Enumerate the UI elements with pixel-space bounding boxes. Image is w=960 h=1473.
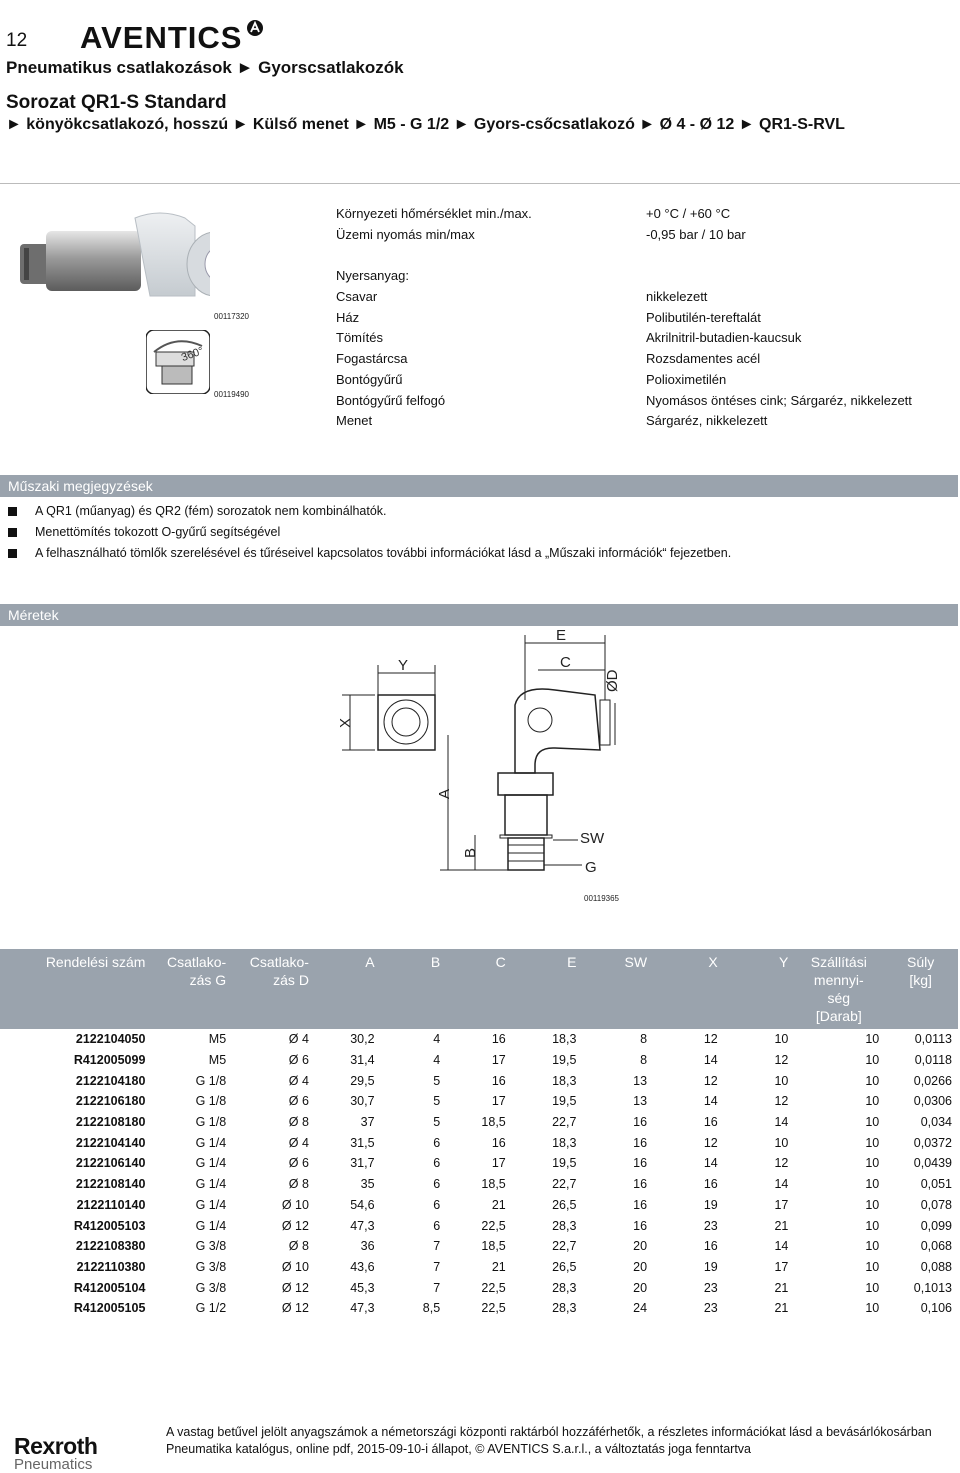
material-label: Bontógyűrű felfogó bbox=[336, 393, 446, 408]
table-cell: 37 bbox=[360, 1115, 375, 1130]
table-cell: G 1/4 bbox=[195, 1218, 227, 1233]
table-row bbox=[0, 1236, 958, 1257]
table-cell: 16 bbox=[703, 1239, 718, 1254]
drawing-code: 00119365 bbox=[584, 894, 619, 903]
table-cell: 10 bbox=[865, 1135, 880, 1150]
table-cell: 10 bbox=[774, 1032, 789, 1047]
table-cell: 0,078 bbox=[920, 1197, 952, 1212]
table-cell: 0,099 bbox=[920, 1218, 952, 1233]
order-table bbox=[0, 949, 958, 1319]
table-row bbox=[0, 1215, 958, 1236]
table-cell: Ø 12 bbox=[281, 1301, 309, 1316]
order-number-cell: 2122108380 bbox=[75, 1239, 146, 1254]
table-cell: 19,5 bbox=[552, 1053, 577, 1068]
table-row bbox=[0, 1174, 958, 1195]
table-cell: 17 bbox=[774, 1259, 789, 1274]
table-cell: 10 bbox=[865, 1053, 880, 1068]
table-cell: Ø 4 bbox=[288, 1032, 309, 1047]
table-row bbox=[0, 1091, 958, 1112]
table-cell: 28,3 bbox=[552, 1301, 577, 1316]
product-subtitle: ► könyökcsatlakozó, hosszú ► Külső menet ► M5 - G 1/2 ► Gyors-csőcsatlakozó ► Ø 4 - Ø 12 ► QR1-S-RVL bbox=[6, 116, 845, 133]
page-title: Sorozat QR1-S Standard bbox=[6, 92, 227, 113]
order-number-cell: 2122106180 bbox=[75, 1094, 146, 1109]
table-cell: 23 bbox=[703, 1218, 718, 1233]
table-cell: 0,0118 bbox=[914, 1053, 952, 1068]
table-cell: 22,5 bbox=[481, 1301, 506, 1316]
table-cell: 0,0372 bbox=[913, 1135, 952, 1150]
table-cell: 7 bbox=[433, 1259, 441, 1274]
table-row bbox=[0, 1050, 958, 1071]
dim-label-a: A bbox=[436, 788, 453, 799]
table-cell: 10 bbox=[865, 1259, 880, 1274]
table-cell: 22,7 bbox=[552, 1115, 577, 1130]
order-number-cell: 2122110140 bbox=[76, 1197, 146, 1212]
table-cell: 12 bbox=[703, 1135, 718, 1150]
table-cell: 28,3 bbox=[552, 1218, 577, 1233]
table-cell: G 1/4 bbox=[195, 1156, 227, 1171]
table-cell: 47,3 bbox=[350, 1301, 375, 1316]
table-cell: 6 bbox=[433, 1177, 441, 1192]
table-cell: 26,5 bbox=[552, 1259, 577, 1274]
material-label: Bontógyűrű bbox=[336, 372, 403, 387]
table-cell: 22,7 bbox=[552, 1177, 577, 1192]
material-label: Csavar bbox=[336, 289, 378, 304]
table-cell: 17 bbox=[491, 1094, 506, 1109]
order-number-cell: 2122106140 bbox=[75, 1156, 146, 1171]
table-cell: 18,5 bbox=[481, 1239, 506, 1254]
order-number-cell: R412005104 bbox=[73, 1280, 146, 1295]
order-number-cell: 2122110380 bbox=[76, 1259, 146, 1274]
dimension-drawing bbox=[320, 625, 640, 915]
material-value: Rozsdamentes acél bbox=[646, 351, 761, 366]
table-cell: 6 bbox=[433, 1156, 441, 1171]
notes-section-header: Műszaki megjegyzések bbox=[0, 475, 958, 497]
footer-text bbox=[166, 1424, 956, 1458]
table-cell: 0,068 bbox=[920, 1239, 952, 1254]
table-cell: 28,3 bbox=[552, 1280, 577, 1295]
list-item bbox=[8, 524, 731, 545]
table-cell: 5 bbox=[433, 1094, 441, 1109]
table-cell: 16 bbox=[633, 1218, 648, 1233]
table-cell: Ø 8 bbox=[288, 1177, 309, 1192]
table-cell: 19,5 bbox=[552, 1094, 577, 1109]
table-cell: 22,7 bbox=[552, 1239, 577, 1254]
table-cell: 12 bbox=[774, 1053, 789, 1068]
table-cell: Ø 10 bbox=[281, 1197, 309, 1212]
spec-temp-value: +0 °C / +60 °C bbox=[646, 206, 731, 221]
table-cell: 5 bbox=[433, 1115, 441, 1130]
table-cell: 14 bbox=[774, 1115, 789, 1130]
table-cell: 0,1013 bbox=[913, 1280, 952, 1295]
table-cell: Ø 6 bbox=[288, 1094, 309, 1109]
table-cell: 10 bbox=[865, 1094, 880, 1109]
table-cell: 17 bbox=[491, 1053, 506, 1068]
table-cell: 20 bbox=[633, 1259, 648, 1274]
table-cell: 4 bbox=[433, 1032, 441, 1047]
rotation-icon bbox=[146, 330, 210, 399]
rexroth-logo-main: Rexroth bbox=[14, 1433, 98, 1459]
table-cell: 0,0439 bbox=[913, 1156, 952, 1171]
table-cell: 36 bbox=[360, 1239, 375, 1254]
table-cell: 10 bbox=[865, 1239, 880, 1254]
table-cell: 29,5 bbox=[350, 1073, 375, 1088]
page-number: 12 bbox=[6, 30, 28, 51]
icon-code: 00119490 bbox=[214, 390, 249, 399]
table-cell: 8 bbox=[640, 1032, 648, 1047]
bullet-icon bbox=[8, 528, 17, 537]
table-cell: 22,5 bbox=[481, 1218, 506, 1233]
table-cell: 13 bbox=[633, 1094, 648, 1109]
material-value: nikkelezett bbox=[646, 289, 708, 304]
table-cell: 5 bbox=[433, 1073, 441, 1088]
rotation-label: 360° bbox=[179, 345, 206, 365]
table-cell: Ø 6 bbox=[288, 1156, 309, 1171]
table-cell: 14 bbox=[774, 1177, 789, 1192]
table-cell: Ø 6 bbox=[288, 1053, 309, 1068]
material-label: Fogastárcsa bbox=[336, 351, 408, 366]
table-header-row bbox=[0, 949, 958, 1029]
table-cell: 0,106 bbox=[920, 1301, 952, 1316]
table-cell: 16 bbox=[633, 1135, 648, 1150]
table-cell: G 3/8 bbox=[195, 1259, 227, 1274]
list-item bbox=[8, 503, 731, 524]
table-cell: 14 bbox=[703, 1094, 718, 1109]
table-cell: 16 bbox=[703, 1115, 718, 1130]
table-cell: 13 bbox=[633, 1073, 648, 1088]
table-cell: 10 bbox=[865, 1301, 880, 1316]
column-header: Y bbox=[724, 949, 795, 1029]
bullet-icon bbox=[8, 507, 17, 516]
table-cell: 23 bbox=[703, 1301, 718, 1316]
table-cell: 0,088 bbox=[920, 1259, 952, 1274]
table-cell: 16 bbox=[491, 1073, 506, 1088]
material-value: Akrilnitril-butadien-kaucsuk bbox=[646, 330, 802, 345]
table-cell: 14 bbox=[703, 1053, 718, 1068]
table-cell: 21 bbox=[491, 1259, 506, 1274]
table-cell: 0,0113 bbox=[914, 1032, 952, 1047]
table-cell: 16 bbox=[633, 1156, 648, 1171]
table-cell: 10 bbox=[865, 1218, 880, 1233]
table-cell: 8 bbox=[640, 1053, 648, 1068]
note-text: Menettömítés tokozott O-gyűrű segítségével bbox=[35, 525, 281, 539]
dim-label-g: G bbox=[585, 859, 597, 876]
table-cell: 16 bbox=[633, 1177, 648, 1192]
dim-label-b: B bbox=[462, 847, 479, 858]
aventics-logo bbox=[80, 17, 270, 58]
spec-temp-label: Környezeti hőmérséklet min./max. bbox=[336, 206, 532, 221]
bullet-icon bbox=[8, 549, 17, 558]
notes-list bbox=[8, 503, 731, 566]
dim-label-d: ØD bbox=[604, 669, 621, 692]
table-cell: Ø 12 bbox=[281, 1218, 309, 1233]
table-cell: 6 bbox=[433, 1218, 441, 1233]
table-cell: 43,6 bbox=[350, 1259, 375, 1274]
table-cell: 18,3 bbox=[552, 1073, 577, 1088]
order-number-cell: R412005099 bbox=[73, 1053, 146, 1068]
table-cell: 18,3 bbox=[552, 1032, 577, 1047]
table-cell: 35 bbox=[360, 1177, 375, 1192]
table-cell: G 1/4 bbox=[195, 1135, 227, 1150]
table-cell: 19 bbox=[703, 1259, 718, 1274]
table-cell: 54,6 bbox=[350, 1197, 375, 1212]
breadcrumb: Pneumatikus csatlakozások ► Gyorscsatlakozók bbox=[6, 58, 404, 77]
table-cell: 19,5 bbox=[552, 1156, 577, 1171]
table-cell: 10 bbox=[865, 1177, 880, 1192]
table-cell: M5 bbox=[208, 1053, 227, 1068]
table-cell: 45,3 bbox=[350, 1280, 375, 1295]
table-cell: 12 bbox=[774, 1094, 789, 1109]
table-cell: G 3/8 bbox=[195, 1280, 227, 1295]
table-cell: 14 bbox=[703, 1156, 718, 1171]
rexroth-logo bbox=[14, 1435, 97, 1473]
table-cell: 30,7 bbox=[350, 1094, 375, 1109]
order-number-cell: 2122104180 bbox=[75, 1073, 146, 1088]
table-cell: 16 bbox=[633, 1197, 648, 1212]
divider bbox=[0, 183, 960, 184]
order-number-cell: R412005105 bbox=[73, 1301, 146, 1316]
list-item bbox=[8, 545, 731, 566]
column-header: Súly [kg] bbox=[885, 949, 958, 1029]
column-header: E bbox=[512, 949, 583, 1029]
aventics-logo-text: AVENTICS bbox=[80, 20, 243, 53]
table-cell: 10 bbox=[865, 1197, 880, 1212]
order-number-cell: 2122108180 bbox=[75, 1115, 146, 1130]
table-cell: 16 bbox=[491, 1135, 506, 1150]
table-cell: 21 bbox=[774, 1280, 789, 1295]
note-text: A felhasználható tömlők szerelésével és tűréseivel kapcsolatos további információkat lásd a „Műszaki információk“ fejezetben. bbox=[35, 546, 732, 560]
order-number-cell: 2122108140 bbox=[75, 1177, 146, 1192]
table-cell: G 1/2 bbox=[195, 1301, 227, 1316]
table-row bbox=[0, 1132, 958, 1153]
table-cell: 0,051 bbox=[920, 1177, 952, 1192]
table-row bbox=[0, 1195, 958, 1216]
table-cell: G 1/8 bbox=[195, 1094, 227, 1109]
footer-line: Pneumatika katalógus, online pdf, 2015-09-10-i állapot, © AVENTICS S.a.r.l., a változtatás joga fenntartva bbox=[166, 1442, 752, 1456]
column-header: Csatlako- zás D bbox=[232, 949, 315, 1029]
table-cell: Ø 4 bbox=[288, 1135, 309, 1150]
dimensions-section-header: Méretek bbox=[0, 604, 958, 626]
material-heading: Nyersanyag: bbox=[336, 268, 409, 283]
product-image bbox=[10, 196, 210, 311]
table-row bbox=[0, 1277, 958, 1298]
table-cell: M5 bbox=[208, 1032, 227, 1047]
table-cell: 6 bbox=[433, 1197, 441, 1212]
table-cell: 18,5 bbox=[481, 1177, 506, 1192]
note-text: A QR1 (műanyag) és QR2 (fém) sorozatok nem kombinálhatók. bbox=[35, 504, 387, 518]
table-cell: 14 bbox=[774, 1239, 789, 1254]
column-header: B bbox=[381, 949, 447, 1029]
table-cell: 10 bbox=[865, 1073, 880, 1088]
table-cell: 21 bbox=[774, 1218, 789, 1233]
table-cell: 18,5 bbox=[481, 1115, 506, 1130]
spec-pressure-value: -0,95 bar / 10 bar bbox=[646, 227, 746, 242]
table-cell: 0,034 bbox=[920, 1115, 952, 1130]
table-cell: G 1/8 bbox=[195, 1073, 227, 1088]
table-cell: Ø 10 bbox=[281, 1259, 309, 1274]
table-cell: 20 bbox=[633, 1239, 648, 1254]
table-cell: Ø 4 bbox=[288, 1073, 309, 1088]
table-cell: 16 bbox=[703, 1177, 718, 1192]
column-header: X bbox=[653, 949, 724, 1029]
table-cell: 10 bbox=[774, 1073, 789, 1088]
table-row bbox=[0, 1298, 958, 1319]
table-cell: 7 bbox=[433, 1239, 441, 1254]
material-label: Ház bbox=[336, 310, 360, 325]
rexroth-logo-sub: Pneumatics bbox=[14, 1456, 93, 1473]
table-row bbox=[0, 1153, 958, 1174]
table-cell: 16 bbox=[491, 1032, 506, 1047]
table-cell: 12 bbox=[703, 1073, 718, 1088]
dim-label-c: C bbox=[560, 654, 571, 671]
column-header: Szállítási mennyi- ség [Darab] bbox=[794, 949, 885, 1029]
table-cell: G 1/4 bbox=[195, 1197, 227, 1212]
table-cell: 21 bbox=[774, 1301, 789, 1316]
order-number-cell: 2122104140 bbox=[75, 1135, 146, 1150]
material-label: Menet bbox=[336, 413, 373, 428]
table-cell: 31,7 bbox=[350, 1156, 375, 1171]
material-value: Polibutilén-tereftalát bbox=[646, 310, 761, 325]
spec-pressure-label: Üzemi nyomás min/max bbox=[336, 227, 475, 242]
table-cell: G 1/4 bbox=[195, 1177, 227, 1192]
table-cell: 10 bbox=[865, 1280, 880, 1295]
table-cell: 47,3 bbox=[350, 1218, 375, 1233]
table-cell: 21 bbox=[491, 1197, 506, 1212]
dim-label-y: Y bbox=[398, 657, 409, 674]
material-value: Sárgaréz, nikkelezett bbox=[646, 413, 768, 428]
material-value: Polioximetilén bbox=[646, 372, 727, 387]
table-row bbox=[0, 1070, 958, 1091]
image-code: 00117320 bbox=[214, 312, 249, 321]
table-cell: 4 bbox=[433, 1053, 441, 1068]
table-cell: Ø 12 bbox=[281, 1280, 309, 1295]
table-cell: G 1/8 bbox=[195, 1115, 227, 1130]
table-cell: 20 bbox=[633, 1280, 648, 1295]
material-label: Tömítés bbox=[336, 330, 383, 345]
table-cell: 7 bbox=[433, 1280, 441, 1295]
table-cell: 8,5 bbox=[422, 1301, 441, 1316]
table-row bbox=[0, 1112, 958, 1133]
table-cell: 10 bbox=[865, 1115, 880, 1130]
footer-line: A vastag betűvel jelölt anyagszámok a németországi központi raktárból hozzáférhetők, a részletes információkat lásd a bevásárlókosárban bbox=[166, 1425, 932, 1439]
table-cell: 24 bbox=[633, 1301, 648, 1316]
table-row bbox=[0, 1029, 958, 1050]
column-header: Csatlako- zás G bbox=[151, 949, 232, 1029]
column-header: C bbox=[446, 949, 512, 1029]
dim-label-sw: SW bbox=[580, 830, 605, 847]
table-cell: 17 bbox=[491, 1156, 506, 1171]
column-header: SW bbox=[582, 949, 653, 1029]
column-header: A bbox=[315, 949, 381, 1029]
table-cell: 17 bbox=[774, 1197, 789, 1212]
table-cell: 10 bbox=[774, 1135, 789, 1150]
table-cell: 26,5 bbox=[552, 1197, 577, 1212]
table-cell: 12 bbox=[703, 1032, 718, 1047]
dim-label-e: E bbox=[556, 627, 567, 644]
table-cell: 23 bbox=[703, 1280, 718, 1295]
table-cell: 18,3 bbox=[552, 1135, 577, 1150]
table-cell: 10 bbox=[865, 1156, 880, 1171]
table-cell: 10 bbox=[865, 1032, 880, 1047]
table-row bbox=[0, 1257, 958, 1278]
order-number-cell: R412005103 bbox=[73, 1218, 146, 1233]
table-cell: 16 bbox=[633, 1115, 648, 1130]
table-cell: 31,5 bbox=[350, 1135, 375, 1150]
dim-label-x: X bbox=[337, 717, 354, 728]
table-cell: G 3/8 bbox=[195, 1239, 227, 1254]
table-cell: 0,0306 bbox=[913, 1094, 952, 1109]
table-cell: 0,0266 bbox=[913, 1073, 952, 1088]
table-cell: 12 bbox=[774, 1156, 789, 1171]
table-cell: Ø 8 bbox=[288, 1115, 309, 1130]
table-cell: Ø 8 bbox=[288, 1239, 309, 1254]
table-cell: 19 bbox=[703, 1197, 718, 1212]
material-value: Nyomásos öntéses cink; Sárgaréz, nikkelezett bbox=[646, 393, 912, 408]
table-cell: 30,2 bbox=[350, 1032, 375, 1047]
table-cell: 31,4 bbox=[350, 1053, 375, 1068]
column-header: Rendelési szám bbox=[0, 949, 151, 1029]
table-cell: 6 bbox=[433, 1135, 441, 1150]
table-cell: 22,5 bbox=[481, 1280, 506, 1295]
order-number-cell: 2122104050 bbox=[75, 1032, 146, 1047]
